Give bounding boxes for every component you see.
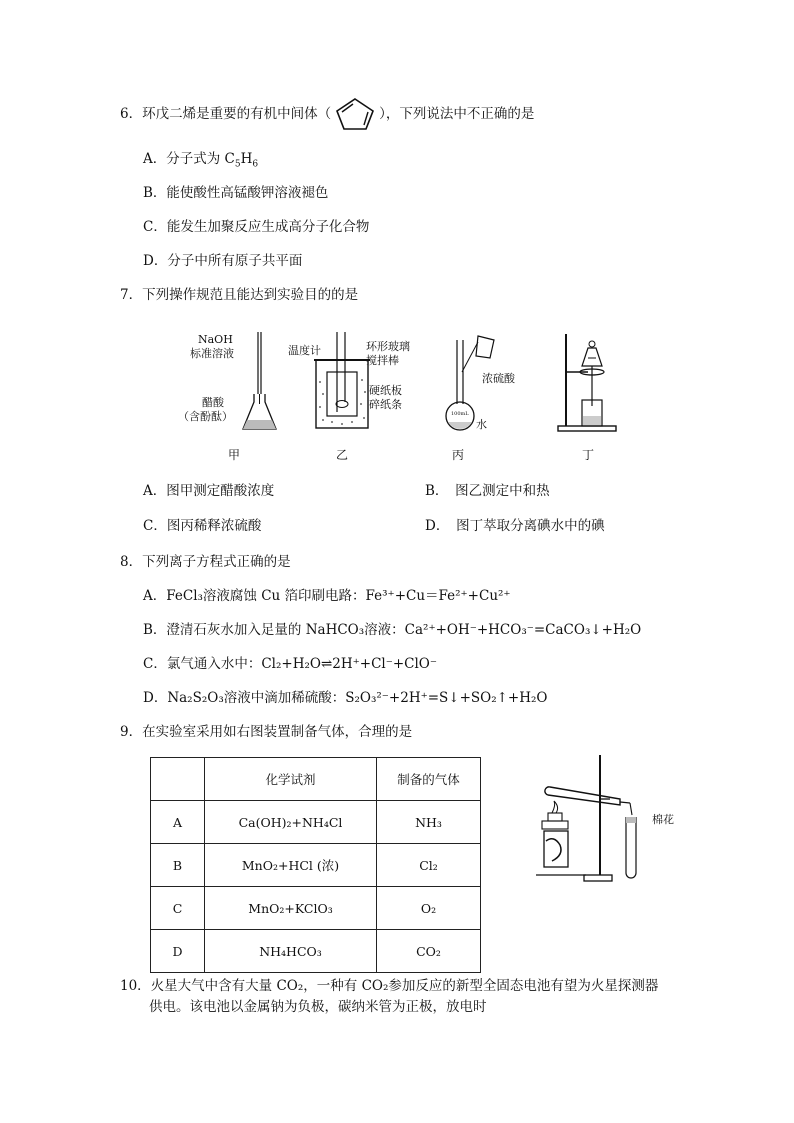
table-cell: NH₄HCO₃	[205, 930, 377, 973]
reagent-table	[150, 757, 481, 973]
standard-solution-label: 标准溶液	[190, 347, 234, 360]
q10-stem-line2: 供电。该电池以金属钠为负极，碳纳米管为正极，放电时	[149, 999, 487, 1015]
q8-option-d: D．Na₂S₂O₃溶液中滴加稀硫酸：S₂O₃²⁻+2H⁺=S↓+SO₂↑+H₂O	[143, 690, 548, 706]
table-cell: MnO₂+HCl (浓)	[205, 844, 377, 887]
table-cell: Ca(OH)₂+NH₄Cl	[205, 801, 377, 844]
table-cell: A	[151, 801, 205, 844]
table-row	[151, 930, 481, 973]
q7-stem: 7．下列操作规范且能达到实验目的的是	[120, 287, 359, 303]
q8-option-a: A．FeCl₃溶液腐蚀 Cu 箔印刷电路：Fe³⁺+Cu＝Fe²⁺+Cu²⁺	[143, 588, 511, 604]
q7-option-d: D． 图丁萃取分离碘水中的碘	[425, 518, 605, 534]
paper-scraps-label: 碎纸条	[369, 398, 402, 411]
stirrer-label: 搅拌棒	[366, 354, 399, 367]
ring-glass-label: 环形玻璃	[366, 340, 410, 353]
cyclopentadiene-structure	[329, 96, 381, 132]
table-cell: D	[151, 930, 205, 973]
figure-caption-bing: 丙	[452, 448, 465, 462]
table-cell: Cl₂	[377, 844, 481, 887]
table-cell: B	[151, 844, 205, 887]
acetic-acid-label: 醋酸	[202, 396, 224, 409]
q7-option-b: B． 图乙测定中和热	[425, 483, 550, 499]
table-cell: O₂	[377, 887, 481, 930]
flask-capacity-mark: 100mL	[451, 411, 469, 417]
q6-option-c: C．能发生加聚反应生成高分子化合物	[143, 219, 370, 235]
table-header-cell: 制备的气体	[377, 758, 481, 801]
table-cell: NH₃	[377, 801, 481, 844]
q6-option-d: D．分子中所有原子共平面	[143, 253, 303, 269]
table-header-cell	[151, 758, 205, 801]
concentrated-sulfuric-acid-label: 浓硫酸	[482, 372, 515, 385]
cotton-label: 棉花	[652, 813, 674, 826]
table-cell: CO₂	[377, 930, 481, 973]
q8-option-b: B．澄清石灰水加入足量的 NaHCO₃溶液：Ca²⁺+OH⁻+HCO₃⁻=CaCO₃↓+H₂O	[143, 622, 642, 638]
cardboard-label: 硬纸板	[369, 384, 402, 397]
table-cell: C	[151, 887, 205, 930]
figure-caption-jia: 甲	[228, 448, 241, 462]
q7-option-a: A．图甲测定醋酸浓度	[143, 483, 275, 499]
table-row	[151, 887, 481, 930]
q10-stem-line1: 10．火星大气中含有大量 CO₂，一种有 CO₂参加反应的新型全固态电池有望为火星探测器	[120, 978, 659, 994]
table-header-row	[151, 758, 481, 801]
naoh-label: NaOH	[198, 333, 233, 346]
gas-generation-apparatus	[530, 755, 650, 887]
figure-caption-ding: 丁	[582, 448, 595, 462]
q7-option-c: C．图丙稀释浓硫酸	[143, 518, 262, 534]
calorimeter-apparatus	[312, 332, 372, 432]
separatory-funnel-apparatus	[556, 330, 620, 434]
phenolphthalein-label: （含酚酞）	[178, 410, 233, 423]
q8-stem: 8．下列离子方程式正确的是	[120, 554, 291, 570]
q6-option-a: A．分子式为 $C_5H_6$	[143, 151, 259, 170]
thermometer-label: 温度计	[288, 344, 321, 357]
table-header-cell: 化学试剂	[205, 758, 377, 801]
q6-option-b: B．能使酸性高锰酸钾溶液褪色	[143, 185, 329, 201]
table-cell: MnO₂+KClO₃	[205, 887, 377, 930]
table-row	[151, 844, 481, 887]
figure-caption-yi: 乙	[336, 448, 349, 462]
q8-option-c: C．氯气通入水中：Cl₂+H₂O⇌2H⁺+Cl⁻+ClO⁻	[143, 656, 437, 672]
titration-apparatus	[240, 332, 280, 436]
q6-stem: 6．环戊二烯是重要的有机中间体（ ），下列说法中不正确的是	[120, 106, 535, 122]
water-label: 水	[476, 418, 487, 431]
table-row	[151, 801, 481, 844]
q9-stem: 9．在实验室采用如右图装置制备气体，合理的是	[120, 724, 413, 740]
